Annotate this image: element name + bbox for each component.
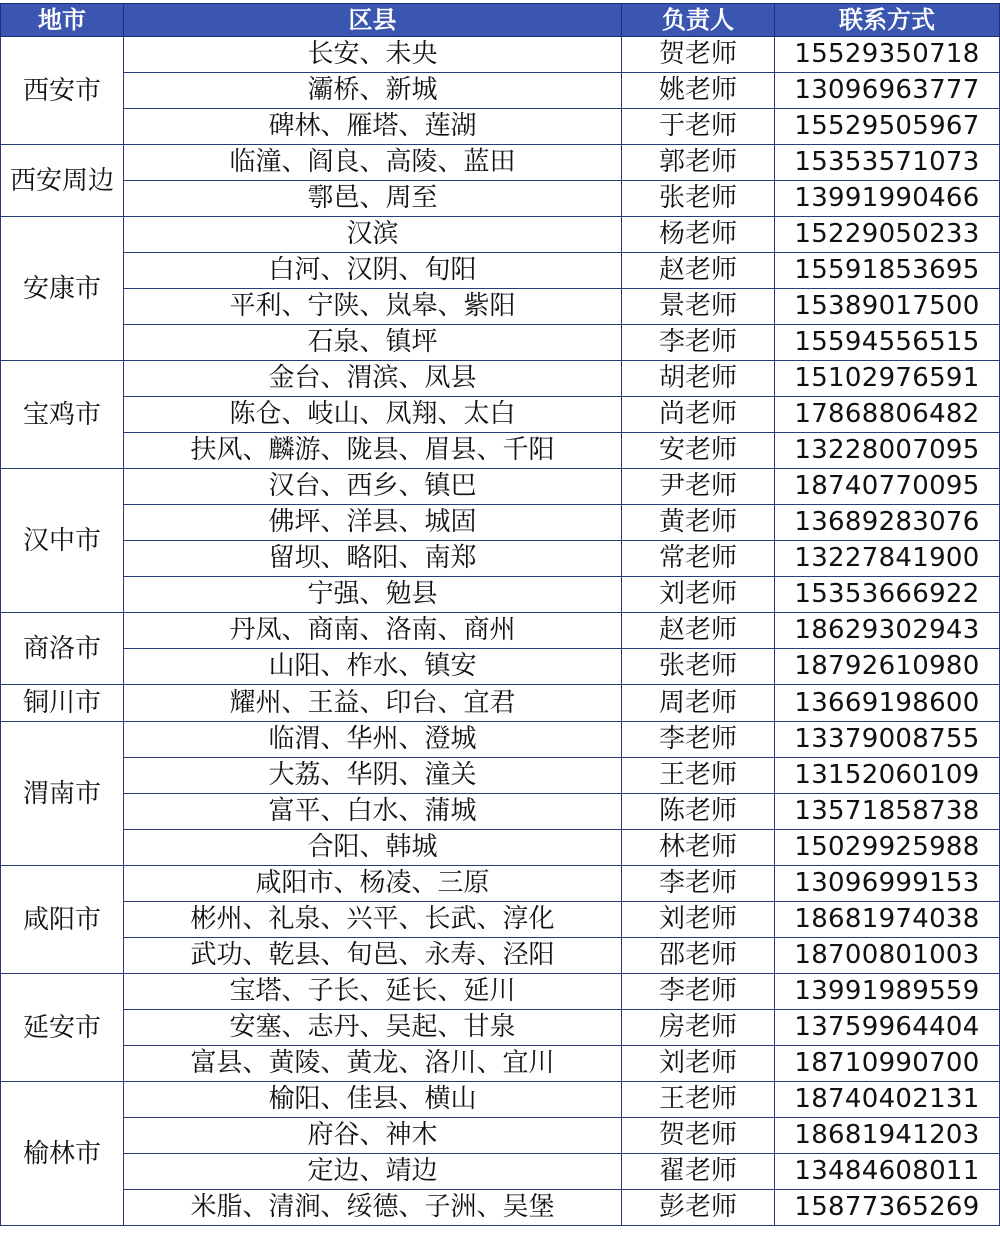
phone-cell: 15229050233: [775, 217, 1000, 253]
phone-cell: 18629302943: [775, 613, 1000, 649]
phone-cell: 15529350718: [775, 37, 1000, 73]
table-row: [1, 505, 1000, 541]
phone-cell: 18700801003: [775, 938, 1000, 974]
table-row: [1, 109, 1000, 145]
person-cell: 邵老师: [622, 938, 775, 974]
table-row: [1, 974, 1000, 1010]
district-cell: 汉滨: [124, 217, 622, 253]
table-row: [1, 289, 1000, 325]
table-row: [1, 722, 1000, 758]
district-cell: 咸阳市、杨凌、三原: [124, 866, 622, 902]
district-cell: 安塞、志丹、吴起、甘泉: [124, 1010, 622, 1046]
person-cell: 陈老师: [622, 794, 775, 830]
phone-cell: 13991990466: [775, 181, 1000, 217]
person-cell: 李老师: [622, 722, 775, 758]
person-cell: 杨老师: [622, 217, 775, 253]
phone-cell: 15877365269: [775, 1190, 1000, 1226]
city-cell: 汉中市: [1, 469, 124, 613]
district-cell: 山阳、柞水、镇安: [124, 649, 622, 685]
phone-cell: 13991989559: [775, 974, 1000, 1010]
person-cell: 赵老师: [622, 253, 775, 289]
table-row: [1, 1154, 1000, 1190]
table-row: [1, 1010, 1000, 1046]
city-cell: 西安周边: [1, 145, 124, 217]
phone-cell: 15389017500: [775, 289, 1000, 325]
district-cell: 临渭、华州、澄城: [124, 722, 622, 758]
person-cell: 胡老师: [622, 361, 775, 397]
person-cell: 尚老师: [622, 397, 775, 433]
header-row: [1, 4, 1000, 37]
table-row: [1, 253, 1000, 289]
phone-cell: 13571858738: [775, 794, 1000, 830]
district-cell: 米脂、清涧、绥德、子洲、吴堡: [124, 1190, 622, 1226]
district-cell: 丹凤、商南、洛南、商州: [124, 613, 622, 649]
phone-cell: 15029925988: [775, 830, 1000, 866]
city-cell: 铜川市: [1, 685, 124, 722]
person-cell: 张老师: [622, 181, 775, 217]
person-cell: 贺老师: [622, 1118, 775, 1154]
district-cell: 临潼、阎良、高陵、蓝田: [124, 145, 622, 181]
district-cell: 合阳、韩城: [124, 830, 622, 866]
district-cell: 富平、白水、蒲城: [124, 794, 622, 830]
district-cell: 陈仓、岐山、凤翔、太白: [124, 397, 622, 433]
table-row: [1, 1118, 1000, 1154]
district-cell: 宝塔、子长、延长、延川: [124, 974, 622, 1010]
district-cell: 榆阳、佳县、横山: [124, 1082, 622, 1118]
district-cell: 武功、乾县、旬邑、永寿、泾阳: [124, 938, 622, 974]
phone-cell: 18740770095: [775, 469, 1000, 505]
city-cell: 宝鸡市: [1, 361, 124, 469]
person-cell: 尹老师: [622, 469, 775, 505]
person-cell: 王老师: [622, 1082, 775, 1118]
table-row: [1, 794, 1000, 830]
person-cell: 李老师: [622, 974, 775, 1010]
person-cell: 于老师: [622, 109, 775, 145]
phone-cell: 18792610980: [775, 649, 1000, 685]
district-cell: 富县、黄陵、黄龙、洛川、宜川: [124, 1046, 622, 1082]
district-cell: 碑林、雁塔、莲湖: [124, 109, 622, 145]
person-cell: 彭老师: [622, 1190, 775, 1226]
city-cell: 西安市: [1, 37, 124, 145]
person-cell: 贺老师: [622, 37, 775, 73]
table-row: [1, 1190, 1000, 1226]
table-row: [1, 433, 1000, 469]
table-row: [1, 1082, 1000, 1118]
district-cell: 府谷、神木: [124, 1118, 622, 1154]
table-row: [1, 938, 1000, 974]
person-cell: 张老师: [622, 649, 775, 685]
person-cell: 郭老师: [622, 145, 775, 181]
district-cell: 白河、汉阴、旬阳: [124, 253, 622, 289]
phone-cell: 15591853695: [775, 253, 1000, 289]
city-cell: 渭南市: [1, 722, 124, 866]
table-row: [1, 866, 1000, 902]
phone-cell: 13484608011: [775, 1154, 1000, 1190]
person-cell: 景老师: [622, 289, 775, 325]
phone-cell: 13759964404: [775, 1010, 1000, 1046]
city-cell: 安康市: [1, 217, 124, 361]
table-row: [1, 217, 1000, 253]
district-cell: 石泉、镇坪: [124, 325, 622, 361]
person-cell: 李老师: [622, 325, 775, 361]
district-cell: 扶风、麟游、陇县、眉县、千阳: [124, 433, 622, 469]
person-cell: 林老师: [622, 830, 775, 866]
phone-cell: 18710990700: [775, 1046, 1000, 1082]
district-cell: 佛坪、洋县、城固: [124, 505, 622, 541]
phone-cell: 13096999153: [775, 866, 1000, 902]
phone-cell: 15102976591: [775, 361, 1000, 397]
city-cell: 商洛市: [1, 613, 124, 685]
district-cell: 金台、渭滨、凤县: [124, 361, 622, 397]
table-row: [1, 613, 1000, 649]
district-cell: 耀州、王益、印台、宜君: [124, 685, 622, 722]
table-row: [1, 37, 1000, 73]
phone-cell: 13689283076: [775, 505, 1000, 541]
phone-cell: 17868806482: [775, 397, 1000, 433]
phone-cell: 18681974038: [775, 902, 1000, 938]
district-cell: 汉台、西乡、镇巴: [124, 469, 622, 505]
phone-cell: 15529505967: [775, 109, 1000, 145]
person-cell: 翟老师: [622, 1154, 775, 1190]
phone-cell: 15594556515: [775, 325, 1000, 361]
table-row: [1, 649, 1000, 685]
table-row: [1, 73, 1000, 109]
city-cell: 榆林市: [1, 1082, 124, 1226]
table-row: [1, 361, 1000, 397]
phone-cell: 13096963777: [775, 73, 1000, 109]
header-contact: 联系方式: [775, 4, 1000, 37]
header-district: 区县: [124, 4, 622, 37]
district-cell: 定边、靖边: [124, 1154, 622, 1190]
header-person: 负责人: [622, 4, 775, 37]
city-cell: 咸阳市: [1, 866, 124, 974]
district-cell: 彬州、礼泉、兴平、长武、淳化: [124, 902, 622, 938]
phone-cell: 13669198600: [775, 685, 1000, 722]
person-cell: 刘老师: [622, 1046, 775, 1082]
person-cell: 赵老师: [622, 613, 775, 649]
person-cell: 王老师: [622, 758, 775, 794]
phone-cell: 13379008755: [775, 722, 1000, 758]
phone-cell: 18681941203: [775, 1118, 1000, 1154]
person-cell: 安老师: [622, 433, 775, 469]
table-row: [1, 758, 1000, 794]
district-cell: 留坝、略阳、南郑: [124, 541, 622, 577]
phone-cell: 13228007095: [775, 433, 1000, 469]
district-cell: 宁强、勉县: [124, 577, 622, 613]
table-body: [1, 37, 1000, 1226]
table-row: [1, 181, 1000, 217]
person-cell: 姚老师: [622, 73, 775, 109]
district-cell: 长安、未央: [124, 37, 622, 73]
district-cell: 平利、宁陕、岚皋、紫阳: [124, 289, 622, 325]
person-cell: 常老师: [622, 541, 775, 577]
person-cell: 刘老师: [622, 577, 775, 613]
table-row: [1, 541, 1000, 577]
table-row: [1, 685, 1000, 722]
person-cell: 周老师: [622, 685, 775, 722]
table-row: [1, 830, 1000, 866]
table-row: [1, 469, 1000, 505]
table-row: [1, 397, 1000, 433]
phone-cell: 13152060109: [775, 758, 1000, 794]
contact-table: [0, 3, 1000, 1226]
phone-cell: 15353571073: [775, 145, 1000, 181]
phone-cell: 13227841900: [775, 541, 1000, 577]
person-cell: 刘老师: [622, 902, 775, 938]
person-cell: 房老师: [622, 1010, 775, 1046]
person-cell: 李老师: [622, 866, 775, 902]
person-cell: 黄老师: [622, 505, 775, 541]
table-row: [1, 577, 1000, 613]
district-cell: 灞桥、新城: [124, 73, 622, 109]
phone-cell: 18740402131: [775, 1082, 1000, 1118]
header-city: 地市: [1, 4, 124, 37]
table-row: [1, 325, 1000, 361]
phone-cell: 15353666922: [775, 577, 1000, 613]
table-row: [1, 1046, 1000, 1082]
city-cell: 延安市: [1, 974, 124, 1082]
table-row: [1, 145, 1000, 181]
table-row: [1, 902, 1000, 938]
district-cell: 鄠邑、周至: [124, 181, 622, 217]
district-cell: 大荔、华阴、潼关: [124, 758, 622, 794]
